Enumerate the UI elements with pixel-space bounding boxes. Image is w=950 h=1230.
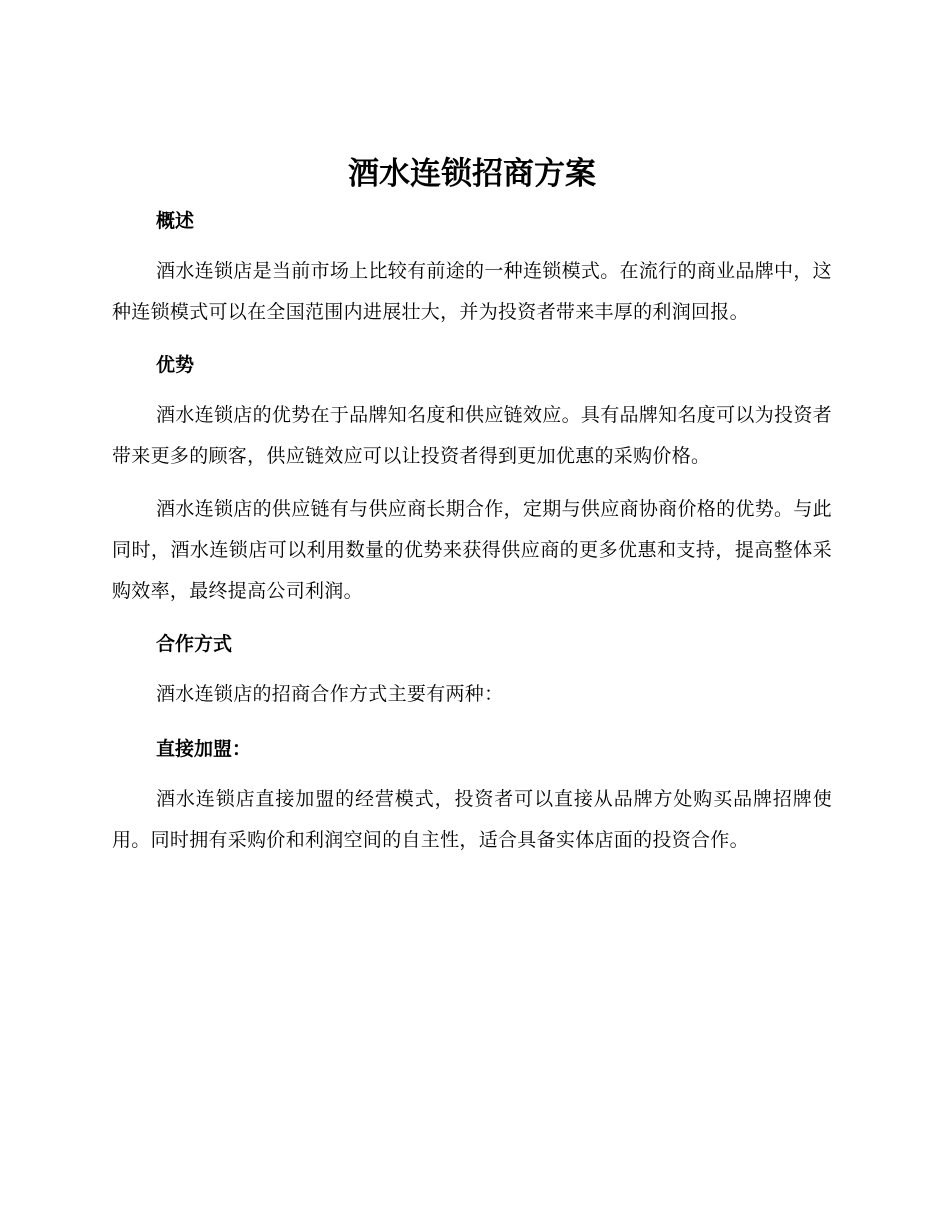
cooperation-paragraph: 酒水连锁店的招商合作方式主要有两种：: [156, 683, 504, 705]
direct-franchise-paragraph: 酒水连锁店直接加盟的经营模式，投资者可以直接从品牌方处购买品牌招牌使用。同时拥有采购价和利润空间的自主性，适合具备实体店面的投资合作。: [112, 788, 832, 851]
section-heading-overview: 概述: [156, 210, 195, 232]
document-body: [112, 150, 832, 861]
section-heading-cooperation: 合作方式: [156, 633, 233, 655]
document-title: 酒水连锁招商方案: [348, 156, 596, 192]
overview-paragraph: 酒水连锁店是当前市场上比较有前途的一种连锁模式。在流行的商业品牌中，这种连锁模式可以在全国范围内进展壮大，并为投资者带来丰厚的利润回报。: [112, 260, 832, 323]
section-heading-direct-franchise: 直接加盟：: [156, 738, 252, 760]
advantages-paragraph-2: 酒水连锁店的供应链有与供应商长期合作，定期与供应商协商价格的优势。与此同时，酒水连锁店可以利用数量的优势来获得供应商的更多优惠和支持，提高整体采购效率，最终提高公司利润。: [112, 498, 832, 602]
section-heading-advantages: 优势: [156, 354, 195, 376]
advantages-paragraph-1: 酒水连锁店的优势在于品牌知名度和供应链效应。具有品牌知名度可以为投资者带来更多的顾客，供应链效应可以让投资者得到更加优惠的采购价格。: [112, 404, 832, 467]
